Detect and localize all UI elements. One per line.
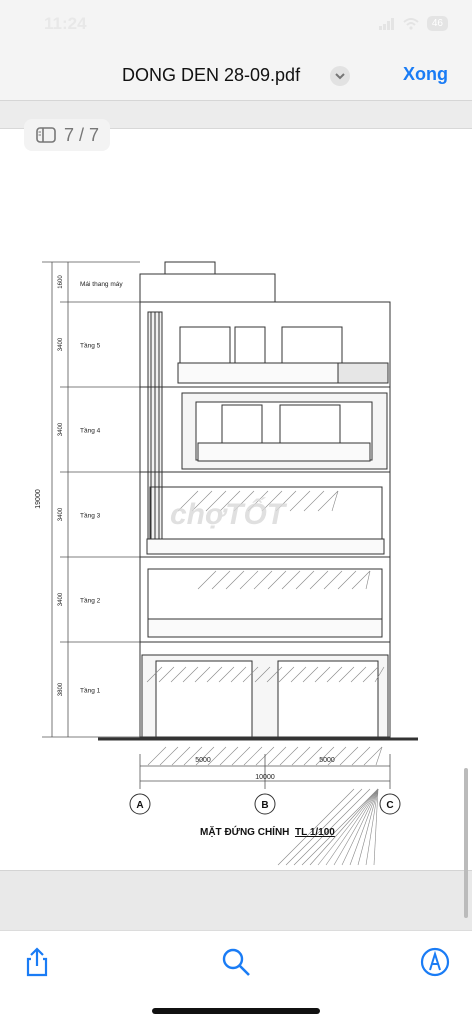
hatch-line	[220, 747, 238, 765]
hatch-line	[244, 747, 262, 765]
watermark: chợTỐT	[170, 498, 286, 531]
axis-b: B	[261, 800, 269, 811]
drawing-caption: MẶT ĐỨNG CHÍNH	[200, 827, 290, 838]
level-label: Tầng 1	[80, 687, 101, 695]
level-label: Tầng 2	[80, 597, 101, 605]
dim-left: 5000	[195, 757, 211, 764]
wifi-icon	[403, 18, 419, 30]
search-icon[interactable]	[219, 945, 253, 979]
level-dimension: 3400	[58, 422, 64, 437]
status-time: 11:24	[44, 14, 87, 33]
hatch-line	[342, 789, 378, 865]
chevron-down-icon[interactable]	[330, 66, 350, 86]
dimension-chain	[42, 262, 140, 737]
hatch-line	[268, 747, 286, 765]
share-icon[interactable]	[20, 945, 54, 979]
dim-right: 5000	[319, 757, 335, 764]
done-button[interactable]: Xong	[403, 64, 448, 84]
nav-bar	[0, 48, 472, 101]
total-height-label: 19000	[35, 489, 42, 509]
hatch-line	[292, 747, 310, 765]
level-dimension: 3400	[58, 337, 64, 352]
drawing-scale: TL 1/100	[295, 827, 335, 838]
axis-c: C	[386, 800, 394, 811]
page-counter[interactable]	[24, 119, 110, 151]
markup-icon[interactable]	[418, 945, 452, 979]
architectural-elevation-drawing	[0, 129, 472, 871]
page-counter-text: 7 / 7	[64, 124, 100, 145]
level-dimension: 3400	[58, 507, 64, 522]
scrollbar[interactable]	[464, 768, 468, 918]
level-dimension: 3400	[58, 592, 64, 607]
page-gap	[0, 870, 472, 931]
level-label: Mái thang máy	[80, 281, 123, 288]
level-label: Tầng 5	[80, 342, 101, 350]
document-title[interactable]: DONG DEN 28-09.pdf	[122, 65, 301, 85]
signal-icon	[379, 18, 395, 30]
hatch-line	[148, 747, 166, 765]
hatch-line	[340, 747, 358, 765]
pdf-page	[0, 128, 472, 871]
hatch-line	[350, 789, 378, 865]
hatch-line	[172, 747, 190, 765]
status-bar	[0, 0, 472, 48]
sidebar-icon	[36, 127, 56, 143]
level-dimension: 1600	[58, 275, 64, 289]
battery-indicator: 46	[427, 16, 448, 31]
hatch-line	[160, 747, 178, 765]
dim-total: 10000	[255, 774, 275, 781]
hatch-line	[280, 747, 298, 765]
level-label: Tầng 3	[80, 512, 101, 520]
hatch-line	[232, 747, 250, 765]
home-indicator	[152, 1008, 320, 1014]
level-dimension: 3800	[58, 682, 64, 697]
axis-a: A	[136, 800, 144, 811]
hatch-line	[352, 747, 370, 765]
level-label: Tầng 4	[80, 427, 101, 435]
hatch-line	[334, 789, 378, 865]
status-icons	[379, 16, 448, 31]
